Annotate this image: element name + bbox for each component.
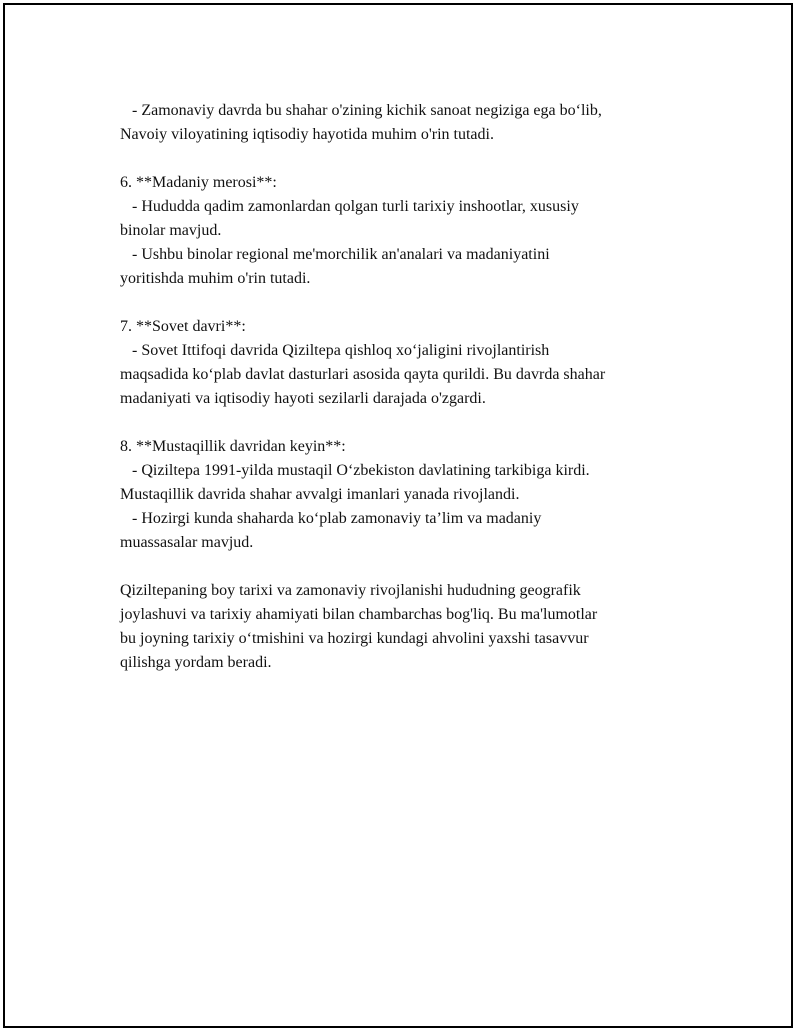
text-line: - Ushbu binolar regional me'morchilik an'analari va madaniyatini bbox=[120, 246, 550, 263]
text-line: qilishga yordam beradi. bbox=[120, 654, 272, 671]
text-line: Mustaqillik davrida shahar avvalgi imanlari yanada rivojlandi. bbox=[120, 486, 520, 503]
text-line: joylashuvi va tarixiy ahamiyati bilan chambarchas bog'liq. Bu ma'lumotlar bbox=[120, 606, 598, 623]
section-independence-period bbox=[120, 435, 700, 555]
text-line: bu joyning tarixiy o‘tmishini va hozirgi kundagi ahvolini yaxshi tasavvur bbox=[120, 630, 589, 647]
section-heading: 6. **Madaniy merosi**: bbox=[120, 174, 277, 191]
text-line: - Hozirgi kunda shaharda ko‘plab zamonaviy ta’lim va madaniy bbox=[120, 510, 542, 527]
paragraph-conclusion bbox=[120, 579, 700, 675]
text-line: - Sovet Ittifoqi davrida Qiziltepa qishloq xo‘jaligini rivojlantirish bbox=[120, 342, 550, 359]
section-cultural-heritage bbox=[120, 171, 700, 291]
text-line: Qiziltepaning boy tarixi va zamonaviy rivojlanishi hududning geografik bbox=[120, 582, 581, 599]
text-line: - Zamonaviy davrda bu shahar o'zining kichik sanoat negiziga ega bo‘lib, bbox=[120, 102, 602, 119]
document-page bbox=[3, 3, 793, 1028]
text-line: - Qiziltepa 1991-yilda mustaqil O‘zbekiston davlatining tarkibiga kirdi. bbox=[120, 462, 590, 479]
section-heading: 8. **Mustaqillik davridan keyin**: bbox=[120, 438, 346, 455]
text-line: madaniyati va iqtisodiy hayoti sezilarli darajada o'zgardi. bbox=[120, 390, 486, 407]
section-soviet-period bbox=[120, 315, 700, 411]
document-body bbox=[120, 99, 700, 699]
text-line: muassasalar mavjud. bbox=[120, 534, 254, 551]
text-line: - Hududda qadim zamonlardan qolgan turli tarixiy inshootlar, xususiy bbox=[120, 198, 579, 215]
text-line: Navoiy viloyatining iqtisodiy hayotida muhim o'rin tutadi. bbox=[120, 126, 494, 143]
paragraph-economy-continued bbox=[120, 99, 700, 147]
text-line: binolar mavjud. bbox=[120, 222, 222, 239]
section-heading: 7. **Sovet davri**: bbox=[120, 318, 246, 335]
text-line: maqsadida ko‘plab davlat dasturlari asosida qayta qurildi. Bu davrda shahar bbox=[120, 366, 606, 383]
text-line: yoritishda muhim o'rin tutadi. bbox=[120, 270, 311, 287]
